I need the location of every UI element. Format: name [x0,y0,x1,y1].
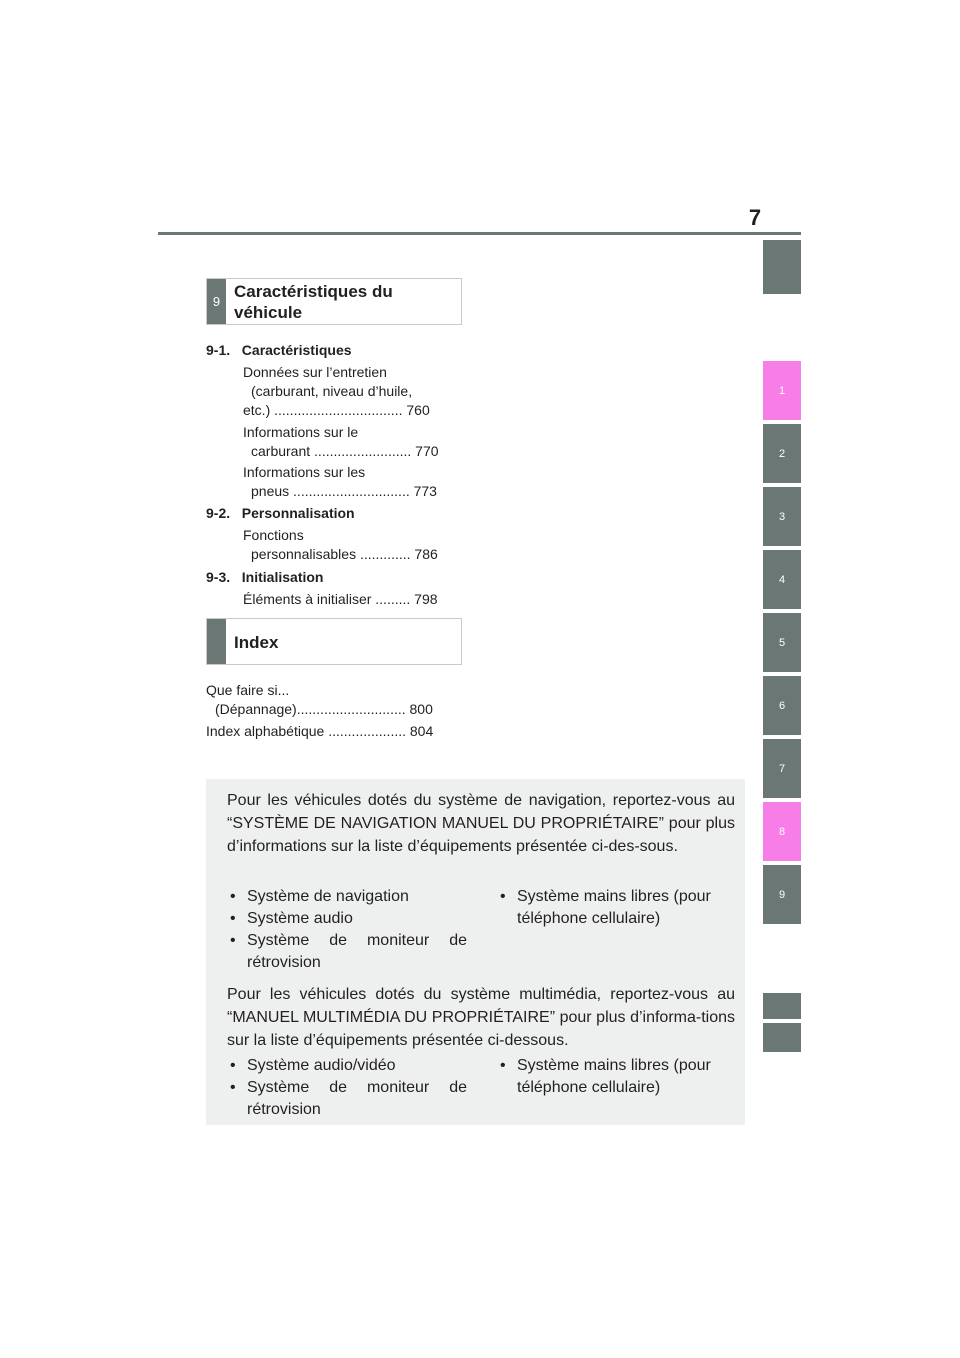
toc-entry[interactable]: Fonctions personnalisables ............. 786 [243,527,438,562]
list-item: • Système de moniteur de rétrovision [230,1079,467,1118]
index-bar [207,619,226,664]
subsection-heading: 9-3. Initialisation [206,569,324,585]
list-item: • Système mains libres (pour téléphone cellulaire) [500,888,711,927]
subsection-heading: 9-1. Caractéristiques [206,342,352,358]
side-tab-2[interactable]: 2 [763,424,801,483]
note-box: Pour les véhicules dotés du système de navigation, reportez-vous au “SYSTÈME DE NAVIGATION MANUEL DU PROPRIÉTAIRE” pour plus d’informations sur la liste d’équipements présentée ci-des-sous. • Système de navigation • Système audio • Système de moniteur de rétrovision • Système mains libres (pour téléphone cellulaire) Pour les véhicules dotés du système multimédia, reportez-vous au “MANUEL MULTIMÉDIA DU PROPRIÉTAIRE” pour plus d’informa-tions sur la liste d’équipements présentée ci-dessous. • Système audio/vidéo • Système de moniteur de rétrovision • Système mains libres (pour téléphone cellulaire) [206,779,745,1125]
section-9-header [206,278,462,325]
note-paragraph-navigation: Pour les véhicules dotés du système de navigation, reportez-vous au “SYSTÈME DE NAVIGATION MANUEL DU PROPRIÉTAIRE” pour plus d’informations sur la liste d’équipements présentée ci-des-sous. [227,792,735,855]
index-header [206,618,462,665]
side-tab-blank-top[interactable] [763,240,801,294]
toc-entry[interactable]: Données sur l’entretien (carburant, niveau d’huile, etc.) ................................. 760 [243,364,430,418]
side-tab-4[interactable]: 4 [763,550,801,609]
side-tab-8[interactable]: 8 [763,802,801,861]
toc-entry[interactable]: Index alphabétique .................... 804 [206,723,434,739]
side-tab-1[interactable]: 1 [763,361,801,420]
section-number: 9 [207,279,226,324]
side-tab-blank-b[interactable] [763,1023,801,1052]
toc-subsection-9-3 [206,568,462,609]
index-entries [206,681,462,741]
side-tab-3[interactable]: 3 [763,487,801,546]
list-item: • Système mains libres (pour téléphone cellulaire) [500,1057,711,1096]
side-tab-6[interactable]: 6 [763,676,801,735]
toc-entry[interactable]: Éléments à initialiser ......... 798 [243,591,438,607]
toc-entry[interactable]: Que faire si... (Dépannage)............................ 800 [206,682,433,717]
toc-entry[interactable]: Informations sur le carburant ......................... 770 [243,424,439,459]
side-tab-5[interactable]: 5 [763,613,801,672]
section-title: Caractéristiques du véhicule [234,282,393,322]
header-rule [158,232,801,235]
toc-subsection-9-2 [206,504,462,564]
note-paragraph-multimedia: Pour les véhicules dotés du système multimédia, reportez-vous au “MANUEL MULTIMÉDIA DU PROPRIÉTAIRE” pour plus d’informa-tions sur la liste d’équipements présentée ci-dessous. [227,986,735,1049]
side-tab-9[interactable]: 9 [763,865,801,924]
side-tab-blank-a[interactable] [763,993,801,1019]
index-title: Index [234,633,279,652]
side-tab-7[interactable]: 7 [763,739,801,798]
subsection-heading: 9-2. Personnalisation [206,505,355,521]
toc-entry[interactable]: Informations sur les pneus .............................. 773 [243,464,437,499]
page-number: 7 [748,205,762,230]
toc-subsection-9-1 [206,341,462,501]
list-item: • Système de moniteur de rétrovision [230,932,467,971]
